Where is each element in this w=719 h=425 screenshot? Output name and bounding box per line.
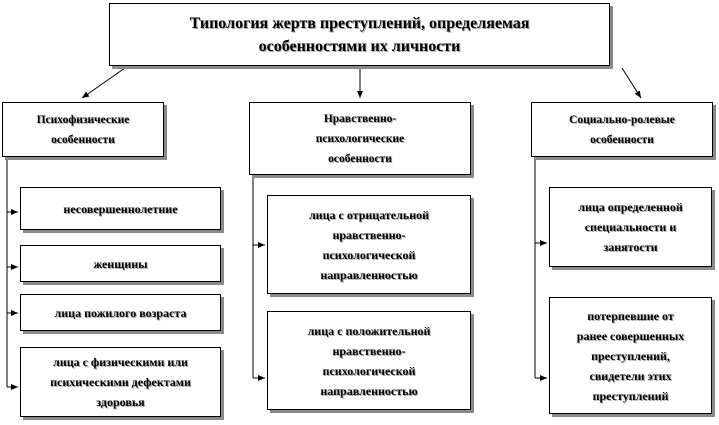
item-label: лица определенной специальности и занятости	[578, 200, 683, 254]
arrow-to-category-1	[82, 68, 125, 98]
category-label: Психофизические особенности	[36, 113, 130, 146]
category-moral-psychological	[249, 102, 471, 175]
category-label: Нравственно- психологические особенности	[315, 112, 405, 165]
item-label: потерпевшие от ранее совершенных преступлений, свидетели этих преступлений	[576, 308, 685, 403]
item-label: лица с отрицательной нравственно- психологической направленностью	[308, 207, 430, 282]
category-social-role	[531, 102, 713, 157]
item-label: женщины	[93, 256, 148, 271]
item-positive-orientation	[267, 311, 471, 410]
item-negative-orientation	[267, 195, 471, 294]
diagram-title-box	[109, 3, 610, 66]
item-specialty-occupation	[549, 187, 712, 267]
arrow-to-category-3	[622, 68, 641, 98]
item-elderly	[20, 294, 221, 331]
category-psychophysical	[2, 102, 164, 157]
item-label: лица пожилого возраста	[54, 305, 187, 320]
item-prior-victims-witnesses	[549, 297, 712, 414]
diagram-title: Типология жертв преступлений, определяемая особенностями их личности	[189, 14, 530, 55]
item-health-defects	[20, 347, 221, 417]
item-label: несовершеннолетние	[63, 201, 178, 216]
category-label: Социально-ролевые особенности	[569, 113, 675, 146]
item-minors	[20, 187, 221, 230]
item-women	[20, 245, 221, 282]
item-label: лица с положительной нравственно- психологической направленностью	[307, 323, 431, 398]
item-label: лица с физическими или психическими дефектами здоровья	[50, 355, 191, 409]
